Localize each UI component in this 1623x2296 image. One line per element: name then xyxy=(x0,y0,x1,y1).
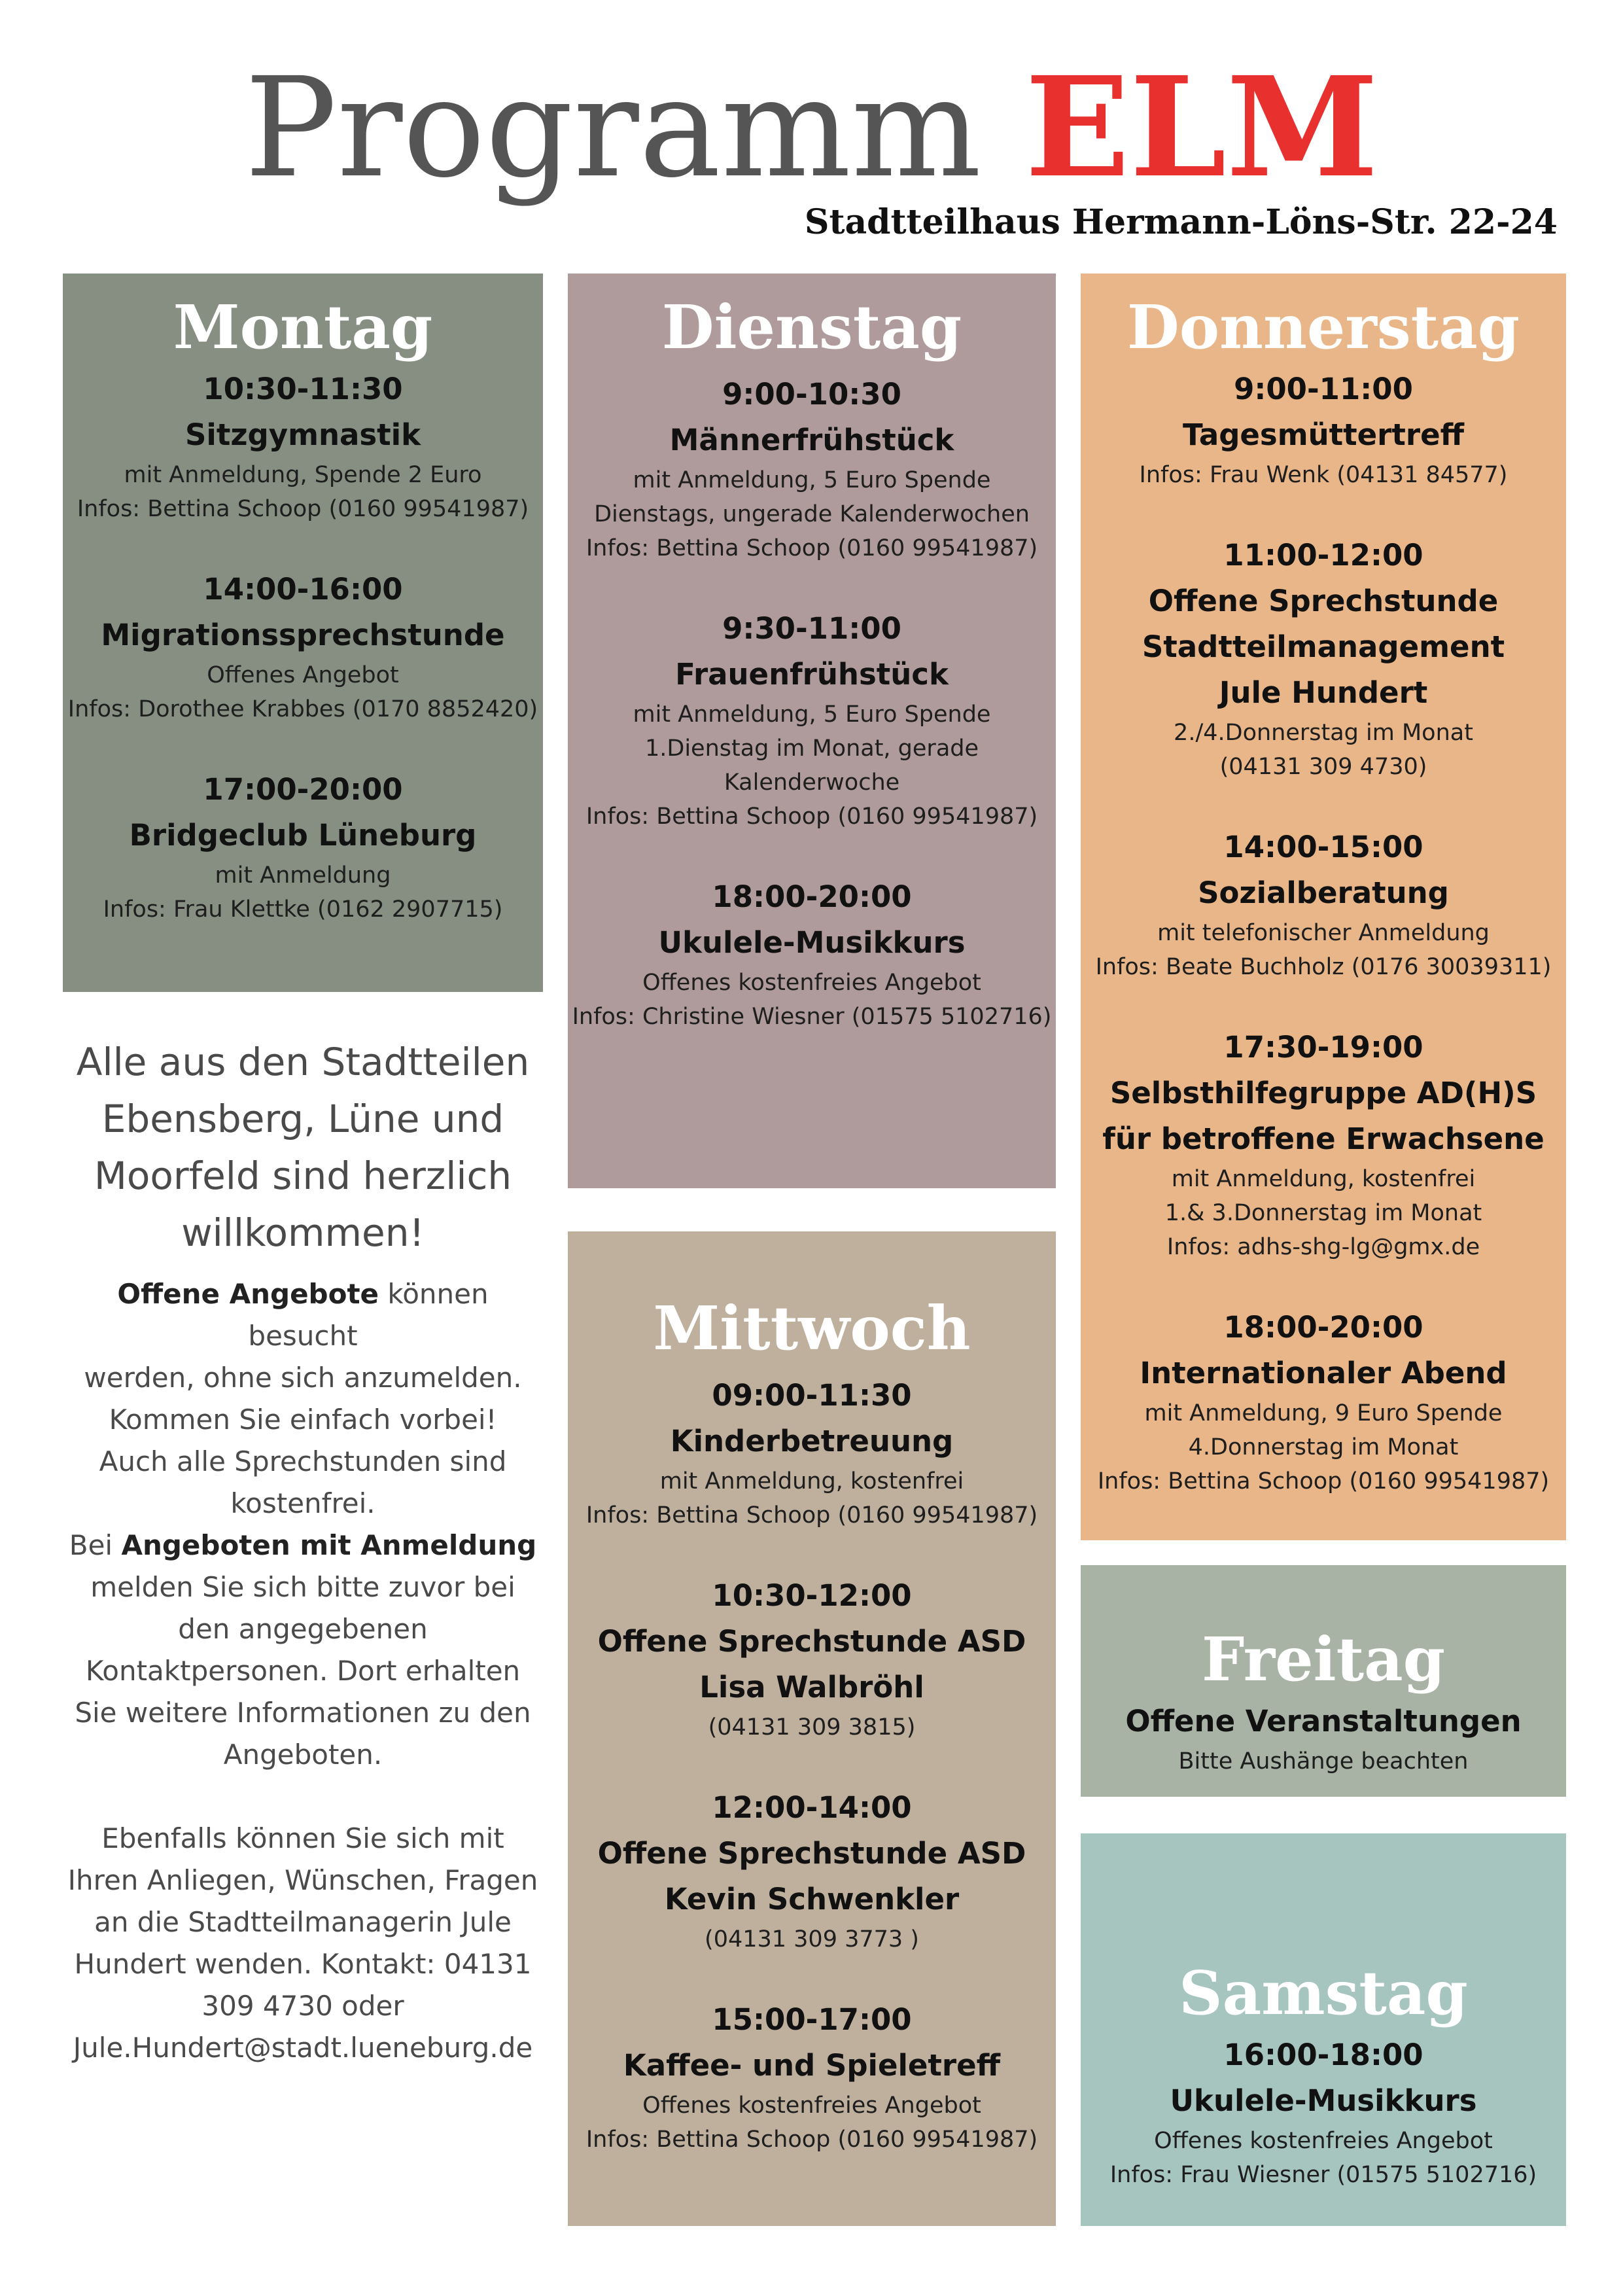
entry-info: 1.& 3.Donnerstag im Monat xyxy=(1164,1200,1482,1226)
bold-open-offers: Offene Angebote xyxy=(117,1278,379,1310)
lead-line: Moorfeld sind herzlich xyxy=(94,1154,512,1198)
panel-samstag xyxy=(1081,1833,1566,2226)
entry-time: 11:00-12:00 xyxy=(1223,538,1423,573)
lead-line: Ebensberg, Lüne und xyxy=(101,1097,504,1141)
entry-info: Offenes kostenfreies Angebot xyxy=(642,970,981,996)
schedule-entry xyxy=(1081,824,1566,984)
entry-info: mit Anmeldung, Spende 2 Euro xyxy=(124,462,482,488)
panel-montag xyxy=(63,274,543,992)
entry-name: für betroffene Erwachsene xyxy=(1102,1122,1544,1156)
entry-name: Stadtteilmanagement xyxy=(1142,629,1505,664)
text-line: Kommen Sie einfach vorbei! xyxy=(109,1404,497,1436)
entry-name: Internationaler Abend xyxy=(1140,1356,1507,1390)
entry-info: Offenes Angebot xyxy=(207,662,399,688)
schedule-entry xyxy=(1081,533,1566,784)
entry-time: 14:00-15:00 xyxy=(1223,830,1423,864)
entry-name: Jule Hundert xyxy=(1219,675,1428,710)
entry-info: Infos: Bettina Schoop (0160 99541987) xyxy=(585,535,1038,561)
title-main: Programm xyxy=(244,48,982,208)
entry-name: Offene Sprechstunde xyxy=(1148,584,1499,618)
schedule-entry xyxy=(1081,366,1566,492)
entry-time: 9:00-11:00 xyxy=(1234,372,1413,406)
text-line: den angegebenen xyxy=(178,1613,428,1645)
entry-info: Infos: Bettina Schoop (0160 99541987) xyxy=(585,1502,1038,1528)
welcome-text xyxy=(63,1034,543,2069)
entry-name: Selbsthilfegruppe AD(H)S xyxy=(1109,1076,1537,1110)
text-line: werden, ohne sich anzumelden. xyxy=(84,1362,522,1394)
entry-info: mit Anmeldung, 9 Euro Spende xyxy=(1144,1400,1503,1426)
entry-info: Infos: Christine Wiesner (01575 5102716) xyxy=(572,1004,1052,1030)
entry-time: 17:30-19:00 xyxy=(1223,1030,1423,1065)
entry-time: 18:00-20:00 xyxy=(712,879,912,914)
page-title xyxy=(0,46,1623,210)
day-title-dienstag: Dienstag xyxy=(661,292,962,362)
text-line: Kontaktpersonen. Dort erhalten xyxy=(85,1655,521,1687)
entry-info: mit telefonischer Anmeldung xyxy=(1157,920,1490,946)
entry-time: 9:30-11:00 xyxy=(722,611,901,646)
text-line: 309 4730 oder xyxy=(201,1990,404,2022)
entry-time: 12:00-14:00 xyxy=(712,1790,912,1825)
entry-info: Infos: Dorothee Krabbes (0170 8852420) xyxy=(67,696,538,722)
text-line: kostenfrei. xyxy=(230,1487,375,1519)
entry-name: Kaffee- und Spieletreff xyxy=(623,2048,1001,2083)
entry-time: 09:00-11:30 xyxy=(712,1378,912,1413)
entry-time: 15:00-17:00 xyxy=(712,2002,912,2037)
entry-time: 10:30-11:30 xyxy=(203,372,403,406)
welcome-lead xyxy=(63,1034,543,1262)
bold-registration: Angeboten mit Anmeldung xyxy=(121,1529,537,1561)
entry-info: Infos: Frau Wiesner (01575 5102716) xyxy=(1109,2162,1537,2188)
title-accent: ELM xyxy=(1024,46,1379,208)
lead-line: willkommen! xyxy=(181,1210,425,1255)
entry-name: Offene Sprechstunde ASD xyxy=(597,1836,1026,1871)
text-line: Hundert wenden. Kontakt: 04131 xyxy=(74,1948,532,1980)
entry-name: Tagesmüttertreff xyxy=(1182,417,1465,452)
entry-info: mit Anmeldung, kostenfrei xyxy=(659,1468,964,1494)
schedule-entry xyxy=(568,606,1056,834)
entry-info: Offenes kostenfreies Angebot xyxy=(642,2093,981,2119)
schedule-entry xyxy=(1081,1305,1566,1498)
entry-time: 10:30-12:00 xyxy=(712,1578,912,1613)
entry-info: (04131 309 4730) xyxy=(1219,754,1427,780)
entry-name: Offene Veranstaltungen xyxy=(1125,1704,1522,1739)
panel-freitag xyxy=(1081,1565,1566,1797)
day-title-samstag: Samstag xyxy=(1179,1958,1468,2028)
entry-info: 4.Donnerstag im Monat xyxy=(1188,1434,1459,1460)
schedule-entry xyxy=(63,366,543,526)
text-line: Angeboten. xyxy=(223,1739,383,1771)
entry-name: Sozialberatung xyxy=(1198,875,1449,910)
schedule-entry xyxy=(568,372,1056,565)
registration-paragraph xyxy=(63,1525,543,1776)
entry-info: Kalenderwoche xyxy=(724,769,900,796)
text-line: an die Stadtteilmanagerin Jule xyxy=(94,1906,512,1938)
entry-name: Ukulele-Musikkurs xyxy=(658,925,966,960)
schedule-entry xyxy=(568,1373,1056,1532)
entry-name: Lisa Walbröhl xyxy=(699,1670,924,1704)
open-offers-paragraph xyxy=(63,1273,543,1525)
panel-dienstag xyxy=(568,274,1056,1188)
entry-time: 17:00-20:00 xyxy=(203,772,403,807)
entry-name: Migrationssprechstunde xyxy=(101,618,505,652)
entry-info: 2./4.Donnerstag im Monat xyxy=(1174,720,1473,746)
contact-paragraph xyxy=(63,1818,543,2069)
entry-info: Infos: Bettina Schoop (0160 99541987) xyxy=(1097,1468,1550,1494)
text-line: Auch alle Sprechstunden sind xyxy=(99,1445,507,1477)
schedule-entry xyxy=(568,1785,1056,1956)
contact-email: Jule.Hundert@stadt.lueneburg.de xyxy=(73,2032,533,2064)
text-line: Sie weitere Informationen zu den xyxy=(75,1697,531,1729)
schedule-entry xyxy=(568,1573,1056,1744)
entry-time: 9:00-10:30 xyxy=(722,377,901,412)
entry-info: Offenes kostenfreies Angebot xyxy=(1154,2128,1493,2154)
panel-mittwoch xyxy=(568,1231,1056,2226)
day-title-mittwoch: Mittwoch xyxy=(653,1293,971,1364)
entry-info: Infos: Frau Klettke (0162 2907715) xyxy=(103,896,503,923)
day-title-donnerstag: Donnerstag xyxy=(1126,292,1520,362)
entry-info: Infos: Bettina Schoop (0160 99541987) xyxy=(585,2127,1038,2153)
page-subtitle: Stadtteilhaus Hermann-Löns-Str. 22-24 xyxy=(804,202,1558,242)
text-line: Ihren Anliegen, Wünschen, Fragen xyxy=(67,1864,538,1896)
entry-info: Bitte Aushänge beachten xyxy=(1178,1748,1469,1775)
entry-name: Kinderbetreuung xyxy=(670,1424,954,1458)
entry-name: Sitzgymnastik xyxy=(184,417,421,452)
entry-info: (04131 309 3815) xyxy=(708,1714,916,1740)
entry-name: Männerfrühstück xyxy=(669,423,954,457)
panel-donnerstag xyxy=(1081,274,1566,1540)
entry-info: Infos: Bettina Schoop (0160 99541987) xyxy=(77,496,529,522)
entry-name: Kevin Schwenkler xyxy=(664,1882,960,1916)
day-title-montag: Montag xyxy=(173,292,433,362)
entry-info: Dienstags, ungerade Kalenderwochen xyxy=(594,501,1030,527)
entry-info: Infos: Bettina Schoop (0160 99541987) xyxy=(585,804,1038,830)
entry-info: mit Anmeldung, 5 Euro Spende xyxy=(633,467,991,493)
day-title-freitag: Freitag xyxy=(1201,1624,1446,1695)
entry-time: 18:00-20:00 xyxy=(1223,1310,1423,1345)
text-line: melden Sie sich bitte zuvor bei xyxy=(90,1571,515,1603)
entry-info: Infos: Frau Wenk (04131 84577) xyxy=(1139,462,1508,488)
entry-time: 16:00-18:00 xyxy=(1223,2038,1423,2072)
entry-info: Infos: Beate Buchholz (0176 30039311) xyxy=(1095,954,1552,980)
entry-info: mit Anmeldung, 5 Euro Spende xyxy=(633,701,991,728)
text-line: Ebenfalls können Sie sich mit xyxy=(101,1822,504,1854)
entry-name: Ukulele-Musikkurs xyxy=(1170,2083,1477,2118)
text-line: Bei xyxy=(69,1529,122,1561)
entry-info: mit Anmeldung, kostenfrei xyxy=(1171,1166,1476,1192)
text-line: können besucht xyxy=(248,1278,489,1352)
lead-line: Alle aus den Stadtteilen xyxy=(76,1040,530,1084)
schedule-entry xyxy=(63,567,543,726)
entry-name: Frauenfrühstück xyxy=(675,657,949,692)
schedule-entry xyxy=(63,767,543,927)
entry-info: 1.Dienstag im Monat, gerade xyxy=(644,735,979,762)
schedule-entry xyxy=(568,1997,1056,2157)
entry-time: 14:00-16:00 xyxy=(203,572,403,607)
entry-info: Infos: adhs-shg-lg@gmx.de xyxy=(1166,1234,1480,1260)
entry-name: Offene Sprechstunde ASD xyxy=(597,1624,1026,1659)
entry-info: mit Anmeldung xyxy=(215,862,391,889)
entry-info: (04131 309 3773 ) xyxy=(705,1926,919,1952)
schedule-entry xyxy=(1081,1025,1566,1264)
entry-name: Bridgeclub Lüneburg xyxy=(129,818,477,853)
schedule-entry xyxy=(568,874,1056,1034)
